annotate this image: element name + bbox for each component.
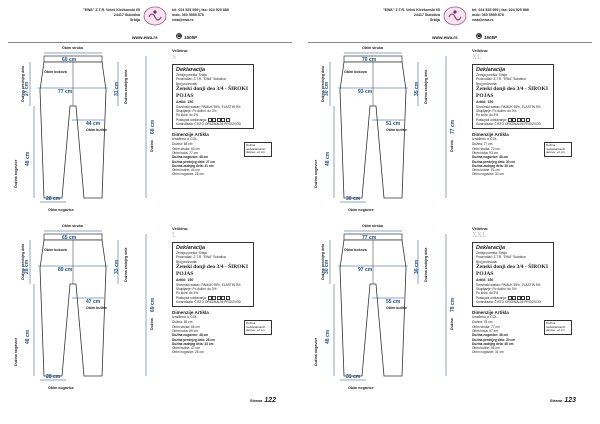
dimension-row: Dužina: 78 cm bbox=[472, 320, 493, 325]
outseam-value: 68 cm bbox=[150, 119, 156, 134]
size-letter: L bbox=[172, 231, 177, 239]
size-heading: Veličina: bbox=[472, 226, 489, 231]
pants-technical-drawing bbox=[300, 48, 470, 228]
back-rise-value: 33 cm bbox=[114, 259, 120, 274]
dimension-row: Obim butine: 47 cm bbox=[172, 346, 200, 351]
pants-technical-drawing bbox=[300, 226, 470, 406]
waist-value: 70 cm bbox=[362, 57, 377, 63]
dimension-row: Obim struka: 77 cm bbox=[472, 324, 500, 329]
leg-value: 28 cm bbox=[46, 374, 61, 380]
size-panel bbox=[172, 226, 290, 355]
company-contact: tel: 024 525 999 | fax: 024 525 888 mob: 060 5555 878 ewa@ewa.rs bbox=[172, 8, 229, 22]
leg-label: Obim nogavice bbox=[48, 208, 74, 212]
company-address: "EWA" Z.T.R. Veleš Klečkovski 65 24417 Subotica Srbija bbox=[382, 8, 440, 22]
size-letter: XL bbox=[472, 53, 482, 61]
size-section-xl bbox=[300, 48, 600, 228]
hips-value: 77 cm bbox=[58, 89, 73, 95]
header-divider bbox=[8, 42, 292, 43]
dimension-row: Dužina zadnjeg dela: 33 cm bbox=[172, 341, 214, 346]
dimension-row: Dužina: 77 cm bbox=[472, 142, 493, 147]
front-rise-label: Dužina prednjeg dela bbox=[321, 65, 325, 102]
thigh-value: 51 cm bbox=[386, 121, 401, 127]
dimension-row: Obim boka: 89 cm bbox=[172, 328, 198, 333]
declaration-box: Deklaracija Zemlja porekla: Srbija Proizvođač: Z.T.R. "EWA" Subotica Broj proizvoda: Ženski donji deo 3/4 - ŠIROKI POJAS Artikl: 150 Sirovinski sastav: PAMUK 95%, ELASTIN 5% Skupljanje: Po dužini: do 3% Po širini: do 3% Postupak održavanja: Kontrolisala: ČISTO ORIGINALNI PROIZVOD bbox=[172, 64, 254, 129]
inseam-label: Dužina nogavice bbox=[314, 337, 318, 366]
product-code: 1505P bbox=[184, 35, 198, 40]
page-header bbox=[300, 6, 600, 36]
thigh-value: 55 cm bbox=[386, 299, 401, 305]
back-rise-value: 35 cm bbox=[414, 81, 420, 96]
size-panel bbox=[172, 48, 290, 177]
declaration-title: Deklaracija bbox=[476, 245, 506, 251]
control-line: Kontrolisala: ČISTO ORIGINALNI PROIZVOD bbox=[176, 300, 241, 305]
outseam-value: 78 cm bbox=[450, 297, 456, 312]
back-rise-label: Dužina zadnjeg dela bbox=[124, 69, 128, 104]
size-section-s bbox=[0, 48, 300, 228]
front-rise-label: Dužina prednjeg dela bbox=[21, 243, 25, 280]
note-box: Dužina nedeklarisanih delova: +2 cm bbox=[244, 142, 272, 156]
dims-title: Dimenzije Artikla bbox=[172, 132, 209, 138]
web-line bbox=[92, 34, 212, 42]
website-link[interactable]: www.ewa.rs bbox=[432, 35, 458, 40]
size-letter: S bbox=[172, 53, 176, 61]
back-rise-label: Dužina zadnjeg dela bbox=[124, 247, 128, 282]
hips-label: Obim bokova bbox=[344, 70, 367, 74]
thigh-value: 47 cm bbox=[86, 299, 101, 305]
hips-label: Obim bokova bbox=[344, 248, 367, 252]
dims-subtitle: Izrađeno u COL bbox=[472, 315, 498, 320]
front-rise-value: 30 cm bbox=[324, 81, 330, 96]
dimension-row: Dužina prednjeg dela: 28 cm bbox=[172, 337, 216, 342]
inseam-label: Dužina nogavice bbox=[14, 337, 18, 366]
note-box: Dužina nedeklarisanih delova: +2 cm bbox=[244, 320, 272, 334]
dimension-row: Dužina prednjeg dela: 30 cm bbox=[472, 159, 516, 164]
dimension-row: Obim butine: 44 cm bbox=[172, 168, 200, 173]
leg-value: 30 cm bbox=[346, 196, 361, 202]
dimension-row: Obim struka: 65 cm bbox=[172, 324, 200, 329]
outseam-label: Dužina bbox=[450, 318, 454, 330]
dims-subtitle: Izrađeno u COL bbox=[172, 315, 198, 320]
dimensions-list bbox=[472, 132, 590, 176]
dimension-row: Obim butine: 51 cm bbox=[472, 168, 500, 173]
article-number: Artikl: 150 bbox=[476, 99, 494, 104]
dims-title: Dimenzije Artikla bbox=[472, 310, 509, 316]
leg-value: 31 cm bbox=[346, 374, 361, 380]
dimension-row: Obim butine: 55 cm bbox=[472, 346, 500, 351]
ewa-logo-icon bbox=[443, 6, 467, 26]
size-heading: Veličina: bbox=[472, 48, 489, 53]
back-rise-value: 36 cm bbox=[414, 259, 420, 274]
web-line bbox=[392, 34, 512, 42]
dimensions-list bbox=[172, 132, 290, 176]
declaration-title: Deklaracija bbox=[476, 67, 506, 73]
control-line: Kontrolisala: ČISTO ORIGINALNI PROIZVOD bbox=[176, 122, 241, 127]
product-name: Ženski donji deo 3/4 - ŠIROKI POJAS bbox=[176, 85, 248, 99]
thigh-label: Obim butine bbox=[86, 306, 107, 310]
hips-value: 93 cm bbox=[358, 89, 373, 95]
pants-technical-drawing bbox=[0, 226, 170, 406]
care-symbols: Postupak održavanja: bbox=[476, 296, 550, 300]
inseam-value: 48 cm bbox=[25, 151, 31, 166]
dimension-row: Dužina zadnjeg dela: 31 cm bbox=[172, 163, 214, 168]
website-link[interactable]: www.ewa.rs bbox=[132, 35, 158, 40]
leg-label: Obim nogavice bbox=[348, 386, 374, 390]
size-panel bbox=[472, 48, 590, 177]
dimension-row: Dužina prednjeg dela: 30 cm bbox=[472, 337, 516, 342]
dims-subtitle: Izrađeno u COL bbox=[172, 137, 198, 142]
size-letter: XXL bbox=[472, 231, 487, 239]
waist-value: 60 cm bbox=[62, 57, 77, 63]
back-rise-value: 31 cm bbox=[114, 81, 120, 96]
declaration-box: Deklaracija Zemlja porekla: Srbija Proizvođač: Z.T.R. "EWA" Subotica Broj proizvoda: Ženski donji deo 3/4 - ŠIROKI POJAS Artikl: 150 Sirovinski sastav: PAMUK 95%, ELASTIN 5% Skupljanje: Po dužini: do 3% Po širini: do 3% Postupak održavanja: Kontrolisala: ČISTO ORIGINALNI PROIZVOD bbox=[472, 64, 554, 129]
dimension-row: Dužina prednjeg dela: 27 cm bbox=[172, 159, 216, 164]
size-section-l bbox=[0, 226, 300, 406]
leg-label: Obim nogavice bbox=[48, 386, 74, 390]
note-box: Dužina nedeklarisanih delova: +2 cm bbox=[544, 320, 572, 334]
dimension-row: Dužina: 69 cm bbox=[172, 320, 193, 325]
article-number: Artikl: 150 bbox=[176, 99, 194, 104]
thigh-label: Obim butine bbox=[386, 306, 407, 310]
inseam-value: 48 cm bbox=[25, 329, 31, 344]
inseam-value: 48 cm bbox=[325, 329, 331, 344]
waist-label: Obim struka bbox=[62, 46, 83, 50]
outseam-label: Dužina bbox=[450, 140, 454, 152]
company-contact: tel: 024 525 999 | fax: 024 525 888 mob: 060 5555 878 ewa@ewa.rs bbox=[472, 8, 529, 22]
care-symbols: Postupak održavanja: bbox=[176, 118, 250, 122]
page-number: Strana 123 bbox=[549, 397, 576, 404]
product-code: 1505P bbox=[484, 35, 498, 40]
dimensions-list bbox=[472, 310, 590, 354]
dimension-row: Obim nogavice: 28 cm bbox=[172, 172, 204, 177]
back-rise-label: Dužina zadnjeg dela bbox=[424, 69, 428, 104]
inseam-label: Dužina nogavice bbox=[314, 159, 318, 188]
dimension-row: Dužina zadnjeg dela: 35 cm bbox=[472, 163, 514, 168]
size-section-xxl bbox=[300, 226, 600, 406]
outseam-label: Dužina bbox=[150, 318, 154, 330]
dimension-row: Dužina nogavice: 48 cm bbox=[472, 333, 509, 338]
waist-label: Obim struka bbox=[62, 224, 83, 228]
care-symbols: Postupak održavanja: bbox=[176, 296, 250, 300]
dimension-row: Obim boka: 77 cm bbox=[172, 150, 198, 155]
phone-icon: ☎ bbox=[177, 34, 182, 38]
dimension-row: Obim boka: 97 cm bbox=[472, 328, 498, 333]
article-number: Artikl: 150 bbox=[176, 277, 194, 282]
size-heading: Veličina: bbox=[172, 48, 189, 53]
dimension-row: Obim nogavice: 30 cm bbox=[472, 172, 504, 177]
declaration-box: Deklaracija Zemlja porekla: Srbija Proizvođač: Z.T.R. "EWA" Subotica Broj proizvoda: Ženski donji deo 3/4 - ŠIROKI POJAS Artikl: 150 Sirovinski sastav: PAMUK 95%, ELASTIN 5% Skupljanje: Po dužini: do 3% Po širini: do 3% Postupak održavanja: Kontrolisala: ČISTO ORIGINALNI PROIZVOD bbox=[172, 242, 254, 307]
header-divider bbox=[308, 42, 592, 43]
control-line: Kontrolisala: ČISTO ORIGINALNI PROIZVOD bbox=[476, 122, 541, 127]
outseam-label: Dužina bbox=[150, 140, 154, 152]
hips-value: 97 cm bbox=[358, 267, 373, 273]
inseam-label: Dužina nogavice bbox=[14, 159, 18, 188]
phone-icon: ☎ bbox=[477, 34, 482, 38]
product-name: Ženski donji deo 3/4 - ŠIROKI POJAS bbox=[176, 263, 248, 277]
ewa-logo-icon bbox=[143, 6, 167, 26]
product-name: Ženski donji deo 3/4 - ŠIROKI POJAS bbox=[476, 85, 548, 99]
page-number: Strana 122 bbox=[249, 397, 276, 404]
note-box: Dužina nedeklarisanih delova: +2 cm bbox=[544, 142, 572, 156]
dims-title: Dimenzije Artikla bbox=[172, 310, 209, 316]
article-number: Artikl: 150 bbox=[476, 277, 494, 282]
care-symbols: Postupak održavanja: bbox=[476, 118, 550, 122]
waist-label: Obim struka bbox=[362, 224, 383, 228]
dimension-row: Dužina: 68 cm bbox=[172, 142, 193, 147]
company-address: "EWA" Z.T.R. Veleš Klečkovski 65 24417 Subotica Srbija bbox=[82, 8, 140, 22]
front-rise-value: 30 cm bbox=[324, 259, 330, 274]
size-heading: Veličina: bbox=[172, 226, 189, 231]
control-line: Kontrolisala: ČISTO ORIGINALNI PROIZVOD bbox=[476, 300, 541, 305]
page-header bbox=[0, 6, 300, 36]
hips-label: Obim bokova bbox=[44, 248, 67, 252]
front-rise-value: 27 cm bbox=[24, 81, 30, 96]
front-rise-value: 28 cm bbox=[24, 259, 30, 274]
hips-label: Obim bokova bbox=[44, 70, 67, 74]
thigh-value: 44 cm bbox=[86, 121, 101, 127]
leg-value: 28 cm bbox=[46, 196, 61, 202]
pants-technical-drawing bbox=[0, 48, 170, 228]
dimension-row: Obim struka: 60 cm bbox=[172, 146, 200, 151]
inseam-value: 48 cm bbox=[325, 151, 331, 166]
hips-value: 89 cm bbox=[58, 267, 73, 273]
waist-value: 65 cm bbox=[62, 235, 77, 241]
waist-label: Obim struka bbox=[362, 46, 383, 50]
declaration-box: Deklaracija Zemlja porekla: Srbija Proizvođač: Z.T.R. "EWA" Subotica Broj proizvoda: Ženski donji deo 3/4 - ŠIROKI POJAS Artikl: 150 Sirovinski sastav: PAMUK 95%, ELASTIN 5% Skupljanje: Po dužini: do 3% Po širini: do 3% Postupak održavanja: Kontrolisala: ČISTO ORIGINALNI PROIZVOD bbox=[472, 242, 554, 307]
declaration-title: Deklaracija bbox=[176, 245, 206, 251]
dimension-row: Obim nogavice: 28 cm bbox=[172, 350, 204, 355]
waist-value: 77 cm bbox=[362, 235, 377, 241]
thigh-label: Obim butine bbox=[86, 128, 107, 132]
thigh-label: Obim butine bbox=[386, 128, 407, 132]
dims-title: Dimenzije Artikla bbox=[472, 132, 509, 138]
dimension-row: Obim boka: 93 cm bbox=[472, 150, 498, 155]
front-rise-label: Dužina prednjeg dela bbox=[321, 243, 325, 280]
outseam-value: 77 cm bbox=[450, 119, 456, 134]
declaration-title: Deklaracija bbox=[176, 67, 206, 73]
dims-subtitle: Izrađeno u COL bbox=[472, 137, 498, 142]
dimension-row: Dužina nogavice: 48 cm bbox=[172, 155, 209, 160]
dimensions-list bbox=[172, 310, 290, 354]
front-rise-label: Dužina prednjeg dela bbox=[21, 65, 25, 102]
back-rise-label: Dužina zadnjeg dela bbox=[424, 247, 428, 282]
dimension-row: Obim struka: 70 cm bbox=[472, 146, 500, 151]
dimension-row: Obim nogavice: 31 cm bbox=[472, 350, 504, 355]
dimension-row: Dužina zadnjeg dela: 36 cm bbox=[472, 341, 514, 346]
dimension-row: Dužina nogavice: 48 cm bbox=[472, 155, 509, 160]
outseam-value: 69 cm bbox=[150, 297, 156, 312]
dimension-row: Dužina nogavice: 48 cm bbox=[172, 333, 209, 338]
leg-label: Obim nogavice bbox=[348, 208, 374, 212]
product-name: Ženski donji deo 3/4 - ŠIROKI POJAS bbox=[476, 263, 548, 277]
size-panel bbox=[472, 226, 590, 355]
catalog-page-right bbox=[300, 0, 600, 424]
